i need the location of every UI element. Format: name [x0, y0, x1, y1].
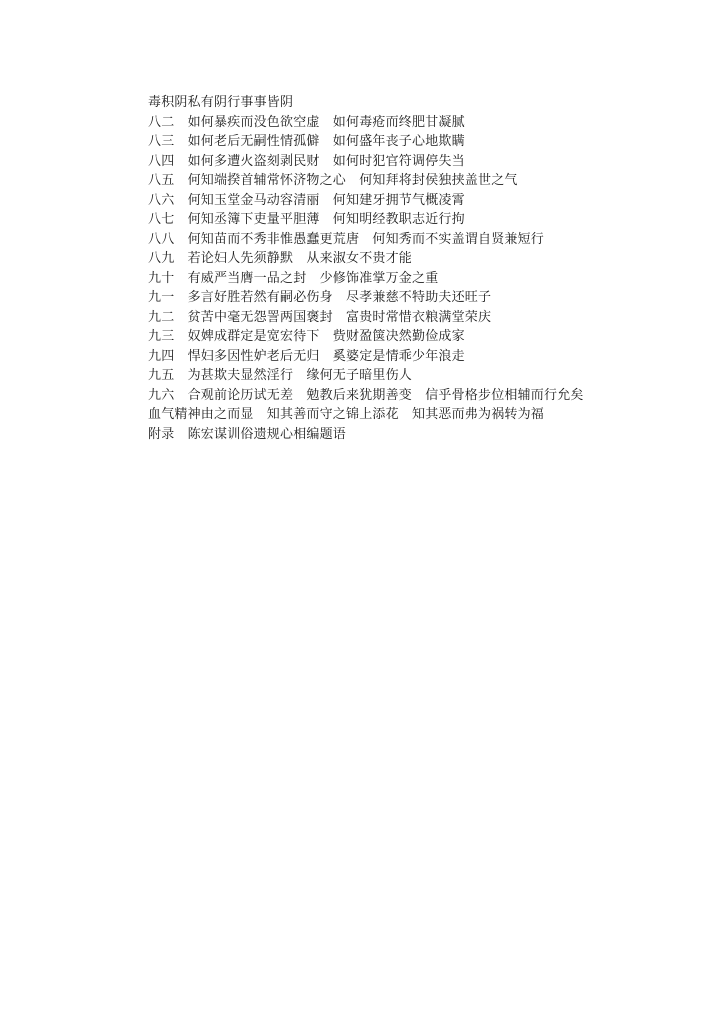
appendix-line: 附录 陈宏谋训俗遗规心相编题语: [148, 426, 347, 442]
text-line: 九六 合观前论历试无差 勉教后来犹期善变 信乎骨格步位相辅而行允矣血气精神由之而显 知其善而守之锦上添花 知其恶而弗为祸转为福: [148, 387, 584, 422]
text-line: 八七 何知丞簿下吏量平胆薄 何知明经教职志近行拘: [148, 212, 465, 227]
text-line: 八五 何知端揆首辅常怀济物之心 何知拜将封侯独挟盖世之气: [148, 173, 518, 188]
text-line: 八八 何知苗而不秀非惟愚蠢更荒唐 何知秀而不实盖谓自贤兼短行: [148, 231, 545, 247]
text-line: 九五 为甚欺夫显然淫行 缘何无子暗里伤人: [148, 368, 413, 383]
document-text-body: [148, 93, 584, 444]
text-line: 九十 有威严当膺一品之封 少修饰准掌万金之重: [148, 270, 439, 286]
text-line: 毒积阴私有阴行事事皆阴: [148, 95, 294, 110]
text-line: 八三 如何老后无嗣性情孤僻 如何盛年丧子心地欺瞒: [148, 134, 465, 149]
text-line: 九三 奴婢成群定是宽宏待下 赀财盈箧决然勤俭成家: [148, 329, 465, 344]
text-line: 九一 多言好胜若然有嗣必伤身 尽孝兼慈不特助夫还旺子: [148, 290, 492, 305]
text-line: 八九 若论妇人先须静默 从来淑女不贵才能: [148, 251, 413, 266]
text-line: 八二 如何暴疾而没色欲空虚 如何毒疮而终肥甘凝腻: [148, 114, 465, 130]
text-line: 八六 何知玉堂金马动容清丽 何知建牙拥节气概凌霄: [148, 192, 465, 208]
text-line: 九四 悍妇多因性妒老后无归 奚婆定是情乖少年浪走: [148, 348, 465, 364]
text-line: 九二 贫苦中毫无怨詈两国褒封 富贵时常惜衣粮满堂荣庆: [148, 309, 492, 325]
text-line: 八四 如何多遭火盗刻剥民财 如何时犯官符调停失当: [148, 153, 465, 169]
